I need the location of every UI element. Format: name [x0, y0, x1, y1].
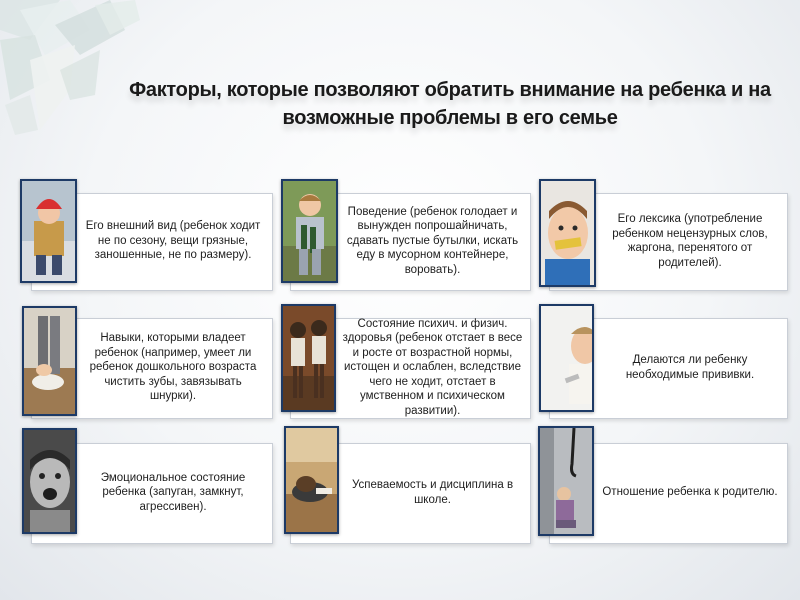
factor-text-attitude: Отношение ребенка к родителю.: [602, 486, 778, 499]
factor-text-skills: Навыки, которыми владеет ребенок (например, умеет ли ребенок дошкольного возраста чистить зубы, завязывать шнурки).: [89, 332, 257, 403]
screaming-child-photo: [22, 428, 77, 534]
factor-text-vocabulary: Его лексика (употребление ребенком нецензурных слов, жаргона, перенятого от родителей).: [612, 213, 768, 269]
child-in-red-hat-photo: [20, 179, 77, 283]
frightened-child-belt-photo: [538, 426, 594, 536]
two-thin-children-photo: [281, 304, 336, 412]
factor-text-health: Состояние психич. и физич. здоровья (ребенок отстает в весе и росте от возрастной нормы, истощен и ослаблен, вследствие чего не ходит, отстает в умственном и психическом развитии).: [342, 317, 523, 417]
factor-text-vaccination: Делаются ли ребенку необходимые прививки.: [625, 354, 755, 381]
factor-text-school: Успеваемость и дисциплина в школе.: [351, 479, 514, 506]
child-asleep-at-desk-photo: [284, 426, 339, 534]
factor-text-emotional: Эмоциональное состояние ребенка (запуган, замкнут, агрессивен).: [100, 471, 246, 513]
child-holding-bottles-photo: [281, 179, 338, 283]
factor-text-behavior: Поведение (ребенок голодает и вынужден попрошайничать, сдавать пустые бутылки, искать еду в мусорном контейнере, воровать).: [346, 205, 519, 276]
child-with-taped-mouth-photo: [539, 179, 596, 287]
slide-title: Факторы, которые позволяют обратить внимание на ребенка и на возможные проблемы в его семье: [129, 79, 771, 129]
tying-shoelaces-photo: [22, 306, 77, 416]
factor-text-appearance: Его внешний вид (ребенок ходит не по сезону, вещи грязные, заношенные, не по размеру).: [85, 220, 261, 262]
child-vaccination-photo: [539, 304, 594, 412]
